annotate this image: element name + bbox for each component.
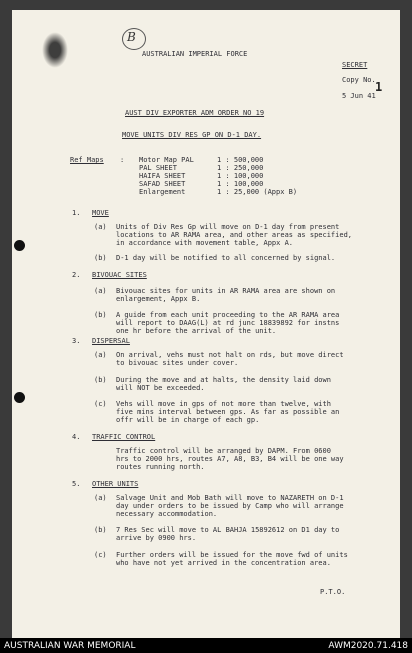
para-line: will NOT be exceeded. (116, 384, 205, 392)
para-line: will report to DAAG(L) at rd junc 18839892 for instns (116, 319, 340, 327)
ref-map-scale: 1 : 100,000 (217, 180, 264, 188)
para-line: offr will be in charge of each gp. (116, 416, 260, 424)
para-mark: (b) (94, 526, 107, 534)
para-mark: (b) (94, 254, 107, 262)
ref-map-name: Motor Map PAL (139, 156, 194, 164)
ref-map-scale: 1 : 100,000 (217, 172, 264, 180)
ref-map-name: PAL SHEET (139, 164, 177, 172)
para-mark: (a) (94, 494, 107, 502)
para-line: necessary accommodation. (116, 510, 218, 518)
ref-map-name: SAFAD SHEET (139, 180, 186, 188)
para-mark: (b) (94, 311, 107, 319)
para-line: hrs to 2000 hrs, routes A7, A8, B3, B4 will be one way (116, 455, 344, 463)
para-line: On arrival, vehs must not halt on rds, but move direct (116, 351, 344, 359)
para-line: who have not yet arrived in the concentration area. (116, 559, 331, 567)
para-mark: (a) (94, 287, 107, 295)
handwritten-mark: B (127, 30, 136, 44)
order-title: AUST DIV EXPORTER ADM ORDER NO 19 (125, 109, 265, 117)
section-heading-other-units: OTHER UNITS (92, 480, 139, 488)
secret-label: SECRET (342, 61, 368, 69)
para-mark: (c) (94, 400, 107, 408)
section-number: 5. (72, 480, 81, 488)
para-mark: (b) (94, 376, 107, 384)
ref-map-scale: 1 : 25,000 (Appx B) (217, 188, 298, 196)
para-line: A guide from each unit proceeding to the AR RAMA area (116, 311, 340, 319)
para-line: Vehs will move in gps of not more than twelve, with (116, 400, 331, 408)
section-number: 2. (72, 271, 81, 279)
para-line: Salvage Unit and Mob Bath will move to NAZARETH on D-1 (116, 494, 344, 502)
para-line: five mins interval between gps. As far as possible an (116, 408, 340, 416)
para-line: D-1 day will be notified to all concerned by signal. (116, 254, 336, 262)
document-date: 5 Jun 41 (342, 92, 376, 100)
para-line: routes running north. (116, 463, 205, 471)
para-line: day under orders to be issued by Camp who will arrange (116, 502, 344, 510)
para-line: Traffic control will be arranged by DAPM. From 0600 (116, 447, 331, 455)
para-mark: (a) (94, 223, 107, 231)
pto-note: P.T.O. (320, 588, 346, 596)
ref-maps-colon: : (120, 156, 125, 164)
section-heading-traffic: TRAFFIC CONTROL (92, 433, 156, 441)
ref-map-name: HAIFA SHEET (139, 172, 186, 180)
para-mark: (a) (94, 351, 107, 359)
section-number: 4. (72, 433, 81, 441)
para-mark: (c) (94, 551, 107, 559)
section-number: 1. (72, 209, 81, 217)
document-page (12, 10, 400, 638)
archive-footer (0, 638, 412, 653)
ink-smudge (42, 32, 68, 68)
footer-accession-number: AWM2020.71.418 (328, 641, 408, 651)
punch-hole (14, 392, 25, 403)
para-line: locations to AR RAMA area, and other areas as specified, (116, 231, 353, 239)
para-line: in accordance with movement table, Appx A. (116, 239, 294, 247)
para-line: arrive by 0900 hrs. (116, 534, 197, 542)
para-line: 7 Res Sec will move to AL BAHJA 15892612 on D1 day to (116, 526, 340, 534)
section-number: 3. (72, 337, 81, 345)
para-line: to bivouac sites under cover. (116, 359, 239, 367)
ref-map-name: Enlargement (139, 188, 186, 196)
punch-hole (14, 240, 25, 251)
copy-number: 1 (375, 80, 383, 94)
section-heading-bivouac: BIVOUAC SITES (92, 271, 147, 279)
footer-institution: AUSTRALIAN WAR MEMORIAL (4, 641, 136, 651)
ref-map-scale: 1 : 500,000 (217, 156, 264, 164)
section-heading-dispersal: DISPERSAL (92, 337, 130, 345)
document-header-title: AUSTRALIAN IMPERIAL FORCE (142, 50, 248, 58)
para-line: Bivouac sites for units in AR RAMA area are shown on (116, 287, 336, 295)
para-line: Units of Div Res Gp will move on D-1 day from present (116, 223, 340, 231)
copy-label: Copy No. (342, 76, 376, 84)
ref-map-scale: 1 : 250,000 (217, 164, 264, 172)
ref-maps-label: Ref Maps (70, 156, 104, 164)
para-line: During the move and at halts, the density laid down (116, 376, 331, 384)
para-line: enlargement, Appx B. (116, 295, 201, 303)
para-line: one hr before the arrival of the unit. (116, 327, 277, 335)
section-heading-move: MOVE (92, 209, 109, 217)
order-subtitle: MOVE UNITS DIV RES GP ON D-1 DAY. (122, 131, 262, 139)
para-line: Further orders will be issued for the move fwd of units (116, 551, 348, 559)
